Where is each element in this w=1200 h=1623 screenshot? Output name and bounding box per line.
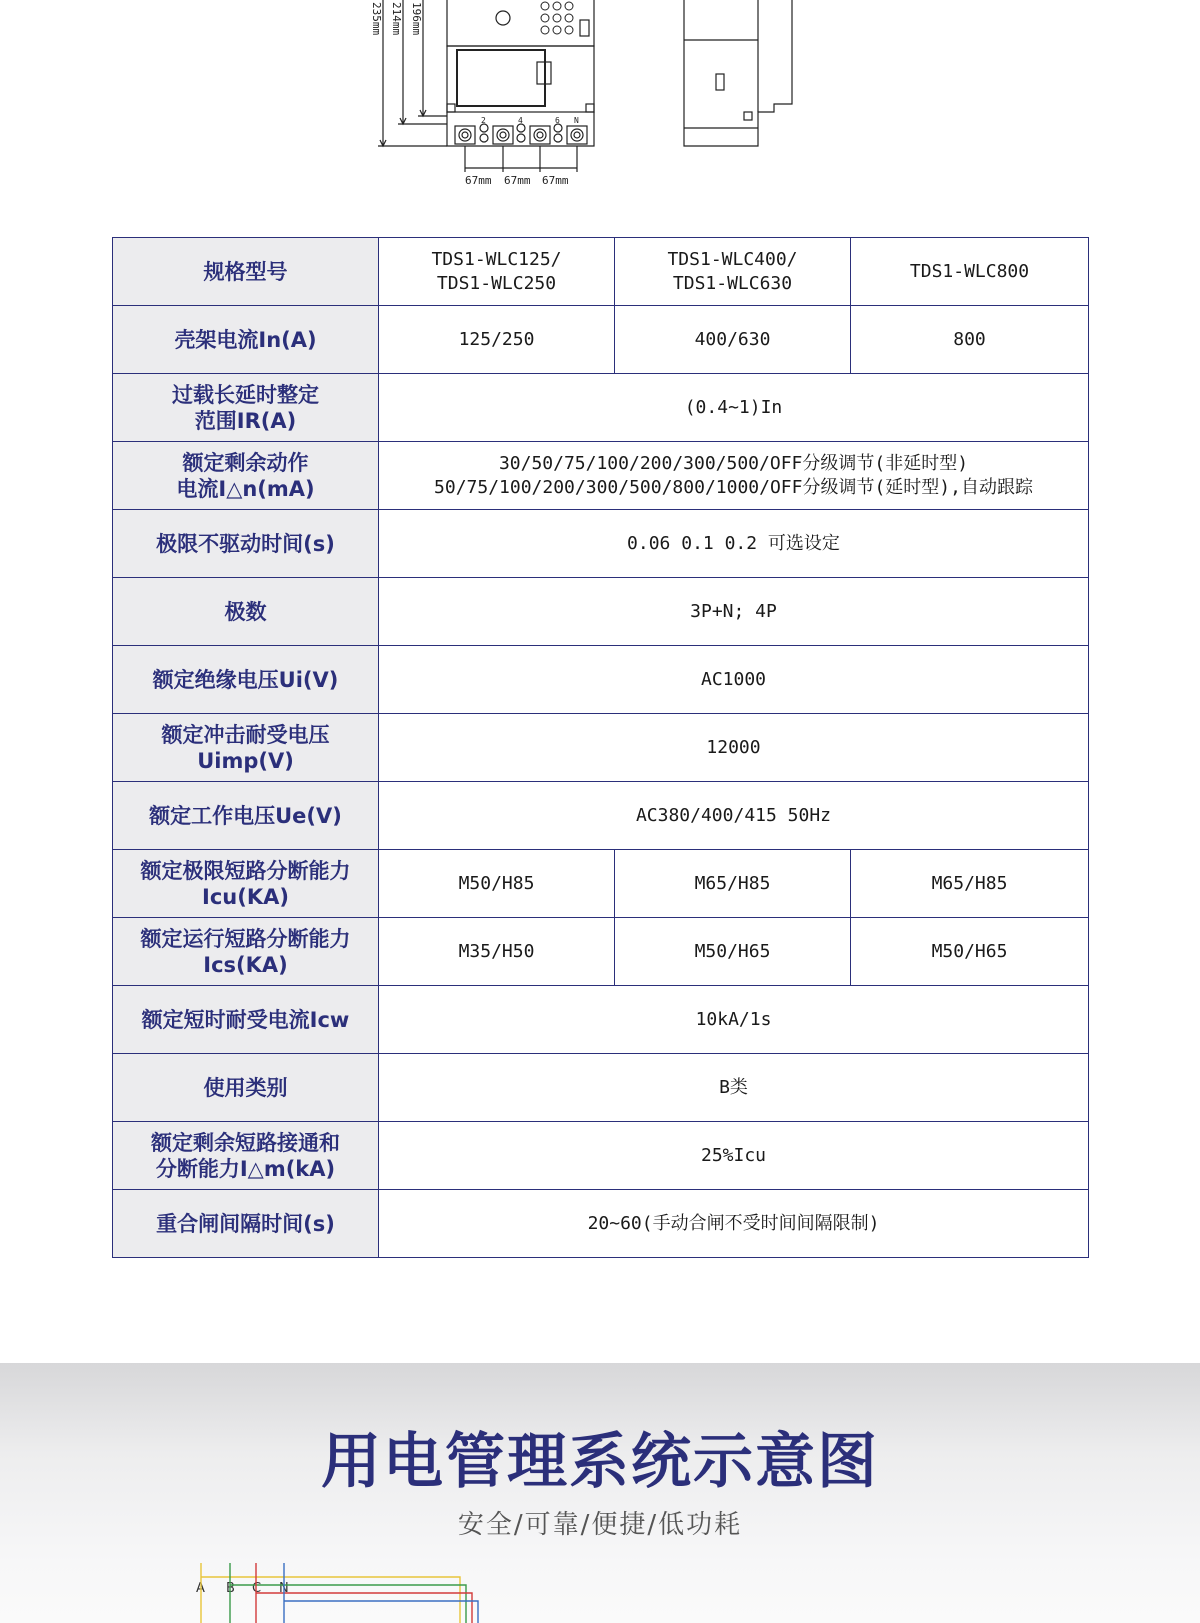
- spec-row: [113, 986, 1089, 1054]
- spec-value: [615, 238, 851, 306]
- dim-label-196: 196mm: [410, 2, 423, 36]
- spec-label: [113, 306, 379, 374]
- spec-value-line: M65/H85: [931, 872, 1008, 894]
- spec-label-line: 额定运行短路分断能力: [140, 926, 351, 951]
- spec-row: [113, 238, 1089, 306]
- wiring-lines: [0, 1563, 1200, 1623]
- spec-value: [379, 578, 1089, 646]
- spec-label-line: 重合闸间隔时间(s): [156, 1211, 335, 1236]
- spec-label-line: 壳架电流In(A): [174, 327, 317, 352]
- spec-value: [851, 918, 1089, 986]
- spec-label: [113, 1190, 379, 1258]
- spec-value-line: TDS1-WLC125/: [431, 248, 562, 270]
- spec-label: [113, 986, 379, 1054]
- spec-label-line: Uimp(V): [197, 748, 294, 773]
- spec-value: [851, 850, 1089, 918]
- terminal-mark-4: 4: [518, 116, 523, 125]
- spec-label: [113, 442, 379, 510]
- spec-value-line: 20~60(手动合闸不受时间间隔限制): [587, 1212, 880, 1234]
- spec-label-line: 额定极限短路分断能力: [140, 858, 351, 883]
- spec-table: [112, 237, 1089, 1258]
- spec-label-line: 电流I△n(mA): [176, 476, 315, 501]
- spec-value-line: (0.4~1)In: [684, 396, 783, 418]
- spec-value: [379, 1054, 1089, 1122]
- spec-value: [379, 850, 615, 918]
- spec-value: [615, 918, 851, 986]
- spec-label: [113, 374, 379, 442]
- spec-label-line: 额定工作电压Ue(V): [149, 803, 342, 828]
- spec-value: [379, 986, 1089, 1054]
- dim-label-spacing-2: 67mm: [504, 174, 531, 187]
- spec-label-line: 分断能力I△m(kA): [155, 1156, 336, 1181]
- spec-value: [379, 782, 1089, 850]
- spec-row: [113, 1054, 1089, 1122]
- spec-row: [113, 782, 1089, 850]
- spec-value: [379, 1122, 1089, 1190]
- spec-row: [113, 714, 1089, 782]
- spec-value: [379, 442, 1089, 510]
- section-subtitle: 安全/可靠/便捷/低功耗: [457, 1510, 743, 1540]
- spec-value-line: M50/H65: [694, 940, 771, 962]
- spec-label: [113, 714, 379, 782]
- spec-label-line: 额定绝缘电压Ui(V): [152, 667, 339, 692]
- spec-value-line: 10kA/1s: [695, 1008, 772, 1030]
- spec-value-line: 30/50/75/100/200/300/500/OFF分级调节(非延时型): [498, 452, 969, 474]
- spec-row: [113, 1122, 1089, 1190]
- spec-label-line: 极限不驱动时间(s): [156, 531, 335, 556]
- spec-value: [379, 306, 615, 374]
- spec-value-line: TDS1-WLC800: [909, 260, 1030, 282]
- spec-row: [113, 374, 1089, 442]
- spec-value-line: 50/75/100/200/300/500/800/1000/OFF分级调节(延时型),自动跟踪: [434, 476, 1033, 498]
- spec-value-line: TDS1-WLC250: [436, 272, 557, 294]
- spec-value-line: 0.06 0.1 0.2 可选设定: [627, 532, 840, 554]
- spec-value-line: 125/250: [458, 328, 535, 350]
- spec-label-line: 额定剩余短路接通和: [151, 1130, 340, 1155]
- spec-label: [113, 782, 379, 850]
- phase-label-a: A: [196, 1581, 205, 1596]
- spec-value: [379, 714, 1089, 782]
- spec-row: [113, 1190, 1089, 1258]
- spec-value: [615, 850, 851, 918]
- spec-label-line: 额定剩余动作: [182, 450, 309, 475]
- spec-label-line: 额定冲击耐受电压: [161, 722, 330, 747]
- spec-value: [379, 510, 1089, 578]
- dim-label-214: 214mm: [390, 2, 403, 36]
- terminal-mark-n: N: [574, 116, 579, 125]
- spec-label: [113, 510, 379, 578]
- spec-label: [113, 1054, 379, 1122]
- spec-value-line: M50/H85: [458, 872, 535, 894]
- spec-value-line: 25%Icu: [700, 1144, 767, 1166]
- spec-value: [379, 918, 615, 986]
- spec-label-line: 范围IR(A): [194, 408, 297, 433]
- phase-label-c: C: [252, 1581, 262, 1596]
- spec-label-line: Ics(KA): [203, 952, 288, 977]
- spec-value-line: 12000: [706, 736, 761, 758]
- spec-label-line: 使用类别: [203, 1075, 288, 1100]
- spec-row: [113, 646, 1089, 714]
- spec-label-line: 过载长延时整定: [172, 382, 319, 407]
- spec-value-line: AC380/400/415 50Hz: [635, 804, 832, 826]
- spec-value: [851, 238, 1089, 306]
- spec-row: [113, 918, 1089, 986]
- terminal-mark-6: 6: [555, 116, 560, 125]
- spec-value: [379, 646, 1089, 714]
- spec-value-line: 400/630: [694, 328, 771, 350]
- spec-label-line: 额定短时耐受电流Icw: [141, 1007, 350, 1032]
- spec-row: [113, 306, 1089, 374]
- spec-label: [113, 1122, 379, 1190]
- spec-value-line: B类: [719, 1076, 748, 1098]
- spec-value: [379, 374, 1089, 442]
- spec-row: [113, 442, 1089, 510]
- spec-label-line: 极数: [224, 599, 267, 624]
- dim-label-spacing-1: 67mm: [465, 174, 492, 187]
- phase-label-b: B: [226, 1581, 235, 1596]
- spec-value-line: 3P+N; 4P: [690, 600, 777, 622]
- spec-value: [615, 306, 851, 374]
- spec-value-line: TDS1-WLC630: [672, 272, 793, 294]
- spec-value-line: M50/H65: [931, 940, 1008, 962]
- spec-value-line: M35/H50: [458, 940, 535, 962]
- section-title: 用电管理系统示意图: [321, 1427, 879, 1497]
- phase-wire: [256, 1563, 472, 1623]
- spec-label-line: Icu(KA): [202, 884, 289, 909]
- spec-label: [113, 918, 379, 986]
- spec-label: [113, 578, 379, 646]
- spec-value: [379, 238, 615, 306]
- spec-value-line: AC1000: [700, 668, 767, 690]
- spec-label-line: 规格型号: [203, 259, 288, 284]
- dimension-drawing: [0, 0, 1200, 200]
- spec-value-line: 800: [953, 328, 986, 350]
- spec-row: [113, 850, 1089, 918]
- terminal-mark-2: 2: [481, 116, 486, 125]
- spec-value: [379, 1190, 1089, 1258]
- spec-label: [113, 238, 379, 306]
- dim-label-spacing-3: 67mm: [542, 174, 569, 187]
- spec-row: [113, 578, 1089, 646]
- spec-label: [113, 850, 379, 918]
- spec-value-line: M65/H85: [694, 872, 771, 894]
- spec-label: [113, 646, 379, 714]
- spec-row: [113, 510, 1089, 578]
- dim-label-235: 235mm: [370, 2, 383, 36]
- spec-value-line: TDS1-WLC400/: [667, 248, 798, 270]
- phase-label-n: N: [279, 1581, 289, 1596]
- spec-table-body: [113, 238, 1089, 1258]
- spec-value: [851, 306, 1089, 374]
